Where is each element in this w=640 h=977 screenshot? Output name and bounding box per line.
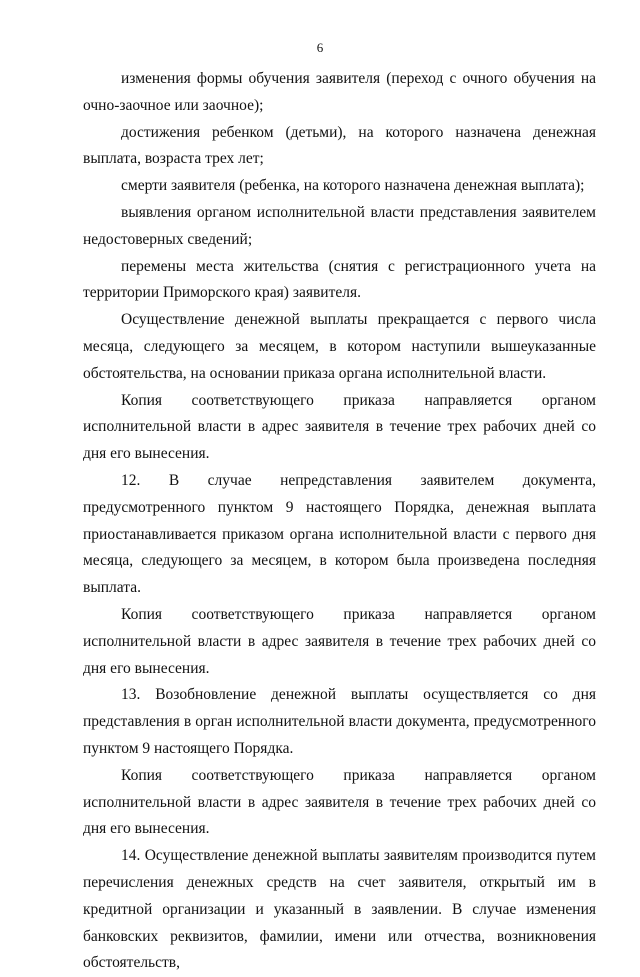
- paragraph-false-info: выявления органом исполнительной власти представления заявителем недостоверных сведений;: [83, 203, 596, 248]
- paragraph-clause-12: 12. В случае непредставления заявителем документа, предусмотренного пунктом 9 настоящего Порядка, денежная выплата приостанавливается приказом органа исполнительной власти с первого дня месяца, следующего за месяцем, в котором была произведена последняя выплата.: [83, 471, 596, 597]
- paragraph-termination: Осуществление денежной выплаты прекращается с первого числа месяца, следующего за месяцем, в котором наступили вышеуказанные обстоятельства, на основании приказа органа исполнительной власти.: [83, 311, 596, 382]
- paragraph-clause-14: 14. Осуществление денежной выплаты заявителям производится путем перечисления денежных средств на счет заявителя, открытый им в кредитной организации и указанный в заявлении. В случае изменения банковских реквизитов, фамилии, имени или отчества, возникновения обстоятельств,: [83, 847, 596, 972]
- page-number: 6: [316, 40, 324, 55]
- paragraph-form-change: изменения формы обучения заявителя (переход с очного обучения на очно-заочное или заочное);: [83, 70, 596, 114]
- paragraph-order-copy: Копия соответствующего приказа направляется органом исполнительной власти в адрес заявителя в течение трех рабочих дней со дня его вынесения.: [83, 605, 596, 677]
- paragraph-residence-change: перемены места жительства (снятия с регистрационного учета на территории Приморского края) заявителя.: [83, 257, 596, 302]
- paragraph-child-age: достижения ребенком (детьми), на которого назначена денежная выплата, возраста трех лет;: [83, 123, 596, 168]
- paragraph-order-copy: Копия соответствующего приказа направляется органом исполнительной власти в адрес заявителя в течение трех рабочих дней со дня его вынесения.: [83, 391, 596, 463]
- paragraph-death: смерти заявителя (ребенка, на которого назначена денежная выплата);: [121, 177, 585, 195]
- paragraph-order-copy: Копия соответствующего приказа направляется органом исполнительной власти в адрес заявителя в течение трех рабочих дней со дня его вынесения.: [83, 766, 596, 838]
- paragraph-clause-13: 13. Возобновление денежной выплаты осуществляется со дня представления в орган исполнительной власти документа, предусмотренного пунктом 9 настоящего Порядка.: [83, 686, 596, 757]
- document-body: [83, 66, 596, 977]
